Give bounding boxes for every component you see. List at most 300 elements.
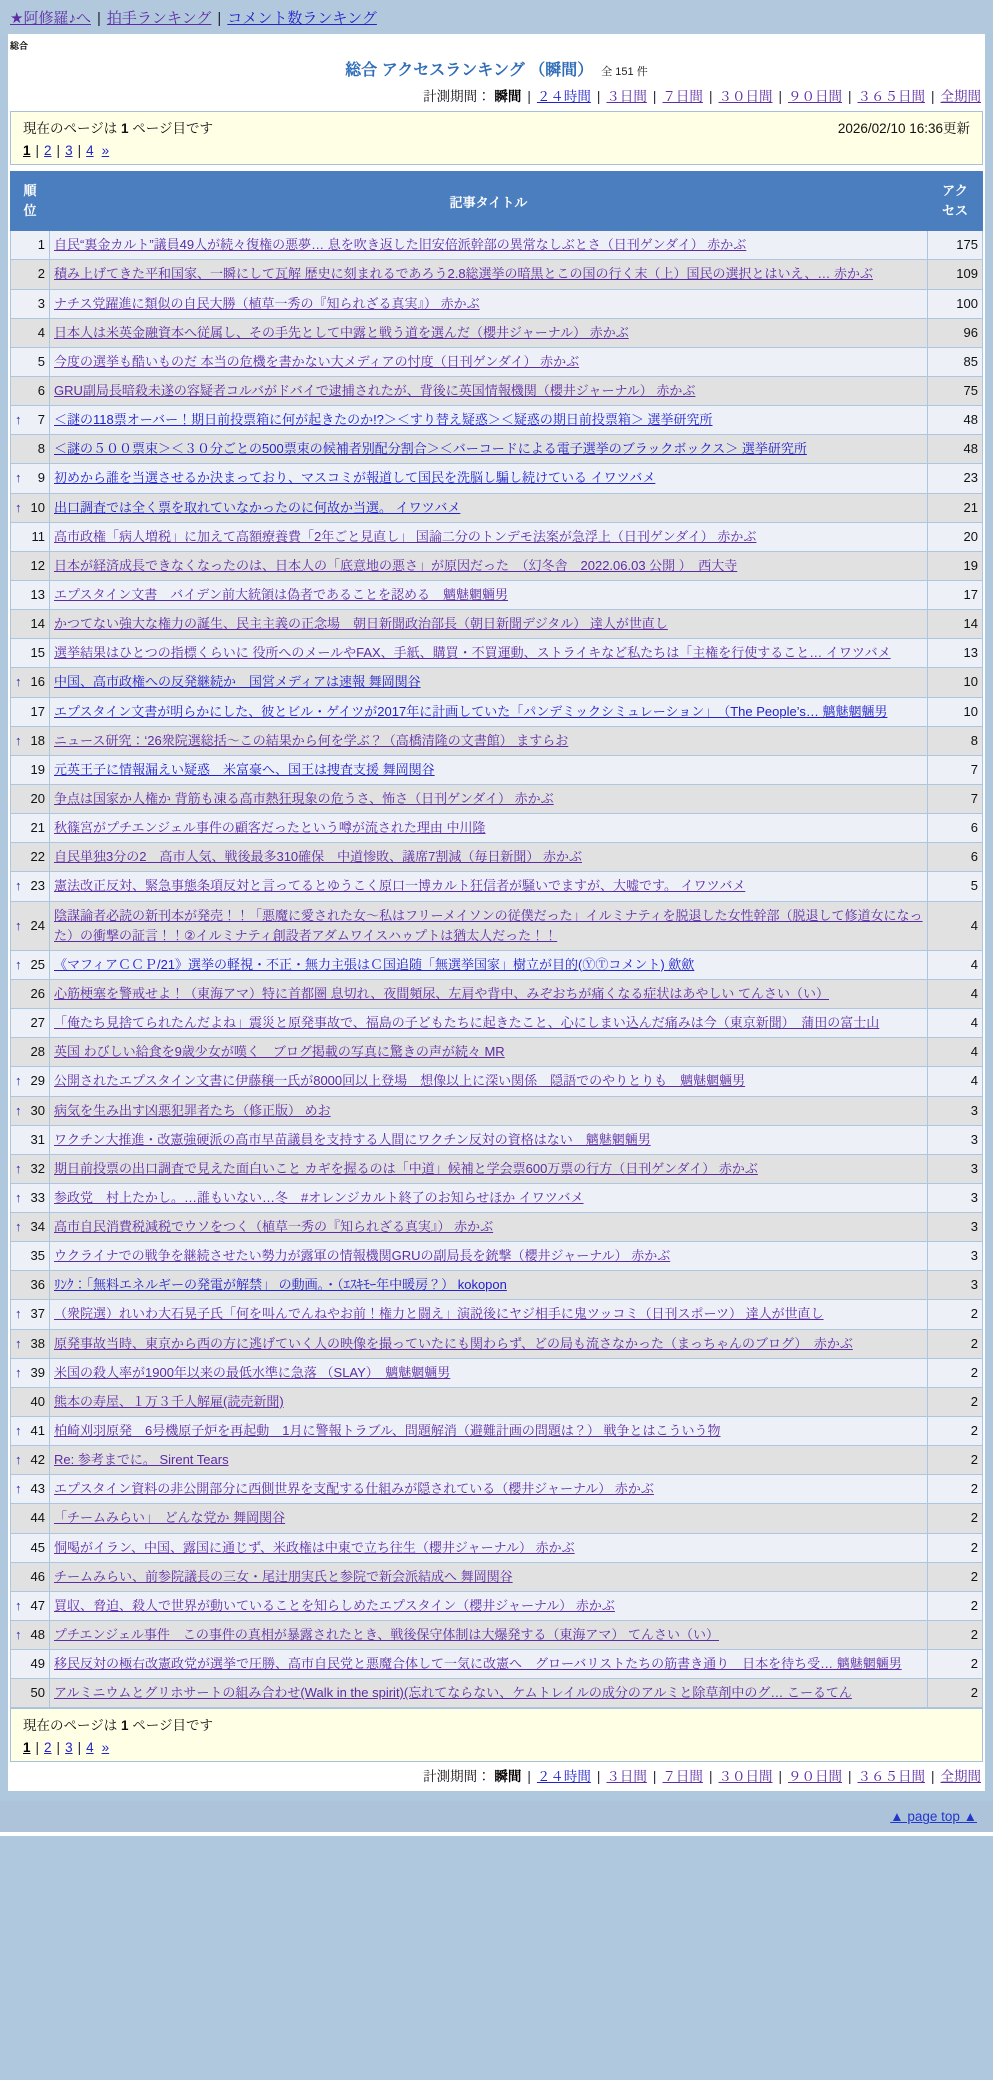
rank-number: 2 bbox=[37, 266, 45, 282]
rank-number: 28 bbox=[30, 1044, 45, 1060]
article-link[interactable]: 柏崎刈羽原発 6号機原子炉を再起動 1月に警報トラブル、問題解消（避難計画の問題は？） 戦争とはこういう物 bbox=[54, 1423, 721, 1439]
pagination-page-link[interactable]: 4 bbox=[86, 143, 94, 158]
rank-cell bbox=[11, 347, 50, 376]
article-link[interactable]: プチエンジェル事件 この事件の真相が暴露されたとき、戦後保守体制は大爆発する（東海アマ） てんさい（い） bbox=[54, 1627, 719, 1643]
rank-cell bbox=[11, 551, 50, 580]
article-link[interactable]: 「チームみらい」 どんな党か 舞岡関谷 bbox=[54, 1510, 286, 1526]
access-count: 4 bbox=[928, 901, 983, 950]
rank-cell bbox=[11, 1504, 50, 1533]
title-cell bbox=[50, 814, 928, 843]
article-link[interactable]: 秋篠宮がプチエンジェル事件の顧客だったという噂が流された理由 中川隆 bbox=[54, 820, 486, 836]
article-link[interactable]: 「俺たち見捨てられたんだよね」震災と原発事故で、福島の子どもたちに起きたこと、心にしまい込んだ痛みは今（東京新聞） 蒲田の富士山 bbox=[54, 1015, 880, 1031]
table-row bbox=[11, 464, 983, 493]
rank-cell bbox=[11, 901, 50, 950]
table-row bbox=[11, 1009, 983, 1038]
rank-cell bbox=[11, 610, 50, 639]
article-link[interactable]: 自民“裏金カルト”議員49人が続々復権の悪夢… 息を吹き返した旧安倍派幹部の異常なしぶとさ（日刊ゲンダイ） 赤かぶ bbox=[54, 237, 747, 253]
period-separator: | bbox=[708, 89, 713, 104]
article-link[interactable]: エプスタイン資料の非公開部分に西側世界を支配する仕組みが隠されている（櫻井ジャーナル） 赤かぶ bbox=[54, 1481, 654, 1497]
pagination-separator: | bbox=[56, 1740, 61, 1756]
pagination-page-link[interactable]: 2 bbox=[44, 143, 52, 158]
pagination-next-link[interactable]: » bbox=[101, 1740, 110, 1756]
rank-cell bbox=[11, 1242, 50, 1271]
pagination-separator: | bbox=[35, 143, 40, 158]
article-link[interactable]: エプスタイン文書 バイデン前大統領は偽者であることを認める 魑魅魍魎男 bbox=[54, 586, 508, 602]
rank-cell bbox=[11, 522, 50, 551]
pagination-separator: | bbox=[77, 143, 82, 158]
article-link[interactable]: 日本が経済成長できなくなったのは、日本人の「底意地の悪さ」が原因だった （幻冬舎 2022.06.03 公開 ） 西大寺 bbox=[54, 557, 738, 573]
rank-number: 24 bbox=[30, 917, 45, 933]
rank-cell bbox=[11, 697, 50, 726]
table-row bbox=[11, 1154, 983, 1183]
title-cell bbox=[50, 347, 928, 376]
period-option-link[interactable]: ３日間 bbox=[606, 89, 647, 104]
nav-link-comment-ranking[interactable]: コメント数ランキング bbox=[227, 10, 377, 27]
rank-cell bbox=[11, 1621, 50, 1650]
rank-number: 3 bbox=[37, 295, 45, 311]
access-count: 20 bbox=[928, 522, 983, 551]
period-option-link[interactable]: ２４時間 bbox=[536, 89, 591, 104]
up-arrow-icon: ↑ bbox=[15, 917, 22, 933]
up-arrow-icon: ↑ bbox=[15, 1189, 22, 1205]
access-count: 2 bbox=[928, 1650, 983, 1679]
pagination-next-link[interactable]: » bbox=[101, 143, 110, 158]
rank-cell bbox=[11, 1387, 50, 1416]
rank-number: 10 bbox=[30, 499, 45, 515]
rank-number: 30 bbox=[30, 1102, 45, 1118]
top-nav bbox=[0, 0, 993, 34]
title-cell bbox=[50, 950, 928, 979]
nav-link-clap-ranking[interactable]: 拍手ランキング bbox=[106, 10, 212, 27]
table-row bbox=[11, 231, 983, 260]
up-arrow-icon: ↑ bbox=[15, 1102, 22, 1118]
rank-cell bbox=[11, 1300, 50, 1329]
title-cell bbox=[50, 1300, 928, 1329]
access-count: 3 bbox=[928, 1183, 983, 1212]
period-separator: | bbox=[708, 1769, 713, 1785]
access-count: 4 bbox=[928, 1038, 983, 1067]
article-link[interactable]: ウクライナでの戦争を継続させたい勢力が露軍の情報機関GRUの副局長を銃撃（櫻井ジャーナル） 赤かぶ bbox=[54, 1248, 671, 1264]
title-cell bbox=[50, 872, 928, 901]
up-arrow-icon: ↑ bbox=[15, 470, 22, 486]
table-row bbox=[11, 1242, 983, 1271]
table-row bbox=[11, 1591, 983, 1620]
access-count: 23 bbox=[928, 464, 983, 493]
rank-number: 12 bbox=[30, 557, 45, 573]
title-cell bbox=[50, 551, 928, 580]
rank-number: 46 bbox=[30, 1568, 45, 1584]
access-count: 6 bbox=[928, 814, 983, 843]
rank-number: 47 bbox=[30, 1597, 45, 1613]
pagination-page-link[interactable]: 3 bbox=[65, 1740, 73, 1756]
table-row bbox=[11, 1417, 983, 1446]
title-cell bbox=[50, 376, 928, 405]
article-link[interactable]: 米国の殺人率が1900年以来の最低水準に急落 （SLAY） 魑魅魍魎男 bbox=[54, 1364, 451, 1380]
period-separator: | bbox=[596, 1769, 601, 1785]
title-cell bbox=[50, 901, 928, 950]
article-link[interactable]: 日本人は米英金融資本へ従属し、その手先として中露と戦う道を選んだ（櫻井ジャーナル） 赤かぶ bbox=[54, 324, 629, 340]
rank-number: 8 bbox=[37, 441, 45, 457]
access-count: 7 bbox=[928, 755, 983, 784]
title-cell bbox=[50, 979, 928, 1008]
table-row bbox=[11, 843, 983, 872]
period-option-link[interactable]: ３０日間 bbox=[718, 1769, 773, 1785]
article-link[interactable]: GRU副局長暗殺未遂の容疑者コルバがドバイで逮捕されたが、背後に英国情報機関（櫻井ジャーナル） 赤かぶ bbox=[54, 382, 696, 398]
pagination-separator: | bbox=[77, 1740, 82, 1756]
article-link[interactable]: 買収、脅迫、殺人で世界が動いていることを知らしめたエプスタイン（櫻井ジャーナル） 赤かぶ bbox=[54, 1597, 615, 1613]
article-link[interactable]: アルミニウムとグリホサートの組み合わせ(Walk in the spirit)(忘れてならない、ケムトレイルの成分のアルミと除草剤中のグ… こーるてん bbox=[54, 1685, 852, 1701]
rank-number: 14 bbox=[30, 616, 45, 632]
period-option-link[interactable]: ３６５日間 bbox=[857, 1769, 925, 1785]
table-row bbox=[11, 580, 983, 609]
table-row bbox=[11, 1504, 983, 1533]
page-status-text: 現在のページは 1 ページ目です bbox=[23, 121, 214, 136]
article-link[interactable]: 憲法改正反対、緊急事態条項反対と言ってるとゆうこく原口一博カルト狂信者が騒いでますが、大嘘です。 イワツバメ bbox=[54, 878, 746, 894]
up-arrow-icon: ↑ bbox=[15, 1073, 22, 1089]
access-count: 3 bbox=[928, 1125, 983, 1154]
rank-cell bbox=[11, 1591, 50, 1620]
access-count: 2 bbox=[928, 1475, 983, 1504]
period-label: 計測期間： bbox=[423, 89, 495, 104]
up-arrow-icon: ↑ bbox=[15, 1364, 22, 1380]
access-count: 7 bbox=[928, 784, 983, 813]
article-link[interactable]: 病気を生み出す凶悪犯罪者たち（修正版） めお bbox=[54, 1102, 331, 1118]
rank-cell bbox=[11, 843, 50, 872]
nav-separator: | bbox=[96, 10, 101, 27]
rank-number: 18 bbox=[30, 732, 45, 748]
article-link[interactable]: 期日前投票の出口調査で見えた面白いこと カギを握るのは「中道」候補と学会票600万票の行方（日刊ゲンダイ） 赤かぶ bbox=[54, 1160, 758, 1176]
table-row bbox=[11, 522, 983, 551]
title-cell bbox=[50, 1242, 928, 1271]
updated-timestamp: 2026/02/10 16:36更新 bbox=[837, 121, 970, 136]
article-link[interactable]: （衆院選）れいわ大石晃子氏「何を叫んでんねやお前！権力と闘え」演説後にヤジ相手に鬼ツッコミ（日刊スポーツ） 達人が世直し bbox=[54, 1306, 824, 1322]
period-option-link[interactable]: ３日間 bbox=[606, 1769, 647, 1785]
pagination-current-page: 1 bbox=[23, 143, 31, 158]
period-option-link[interactable]: ３０日間 bbox=[718, 89, 773, 104]
table-row bbox=[11, 1271, 983, 1300]
table-row bbox=[11, 950, 983, 979]
access-count: 2 bbox=[928, 1446, 983, 1475]
nav-link-home[interactable]: ★阿修羅♪へ bbox=[10, 10, 91, 27]
access-count: 14 bbox=[928, 610, 983, 639]
rank-number: 38 bbox=[30, 1335, 45, 1351]
pagination-bottom bbox=[23, 1734, 970, 1755]
up-arrow-icon: ↑ bbox=[15, 1160, 22, 1176]
access-count: 3 bbox=[928, 1213, 983, 1242]
rank-number: 48 bbox=[30, 1627, 45, 1643]
title-cell bbox=[50, 1154, 928, 1183]
pagination-page-link[interactable]: 4 bbox=[86, 1740, 94, 1756]
title-cell bbox=[50, 1183, 928, 1212]
up-arrow-icon: ↑ bbox=[15, 674, 22, 690]
table-row bbox=[11, 435, 983, 464]
title-cell bbox=[50, 318, 928, 347]
ranking-table-body bbox=[11, 231, 983, 1708]
title-cell bbox=[50, 289, 928, 318]
article-link[interactable]: 積み上げてきた平和国家、一瞬にして瓦解 歴史に刻まれるであろう2.8総選挙の暗黒とこの国の行く末（上）国民の選択とはいえ、… 赤かぶ bbox=[54, 266, 873, 282]
pagination-page-link[interactable]: 3 bbox=[65, 143, 73, 158]
rank-number: 34 bbox=[30, 1219, 45, 1235]
article-link[interactable]: 原発事故当時、東京から西の方に逃げていく人の映像を撮っていたにも関わらず、どの局も流さなかった（まっちゃんのブログ） 赤かぶ bbox=[54, 1335, 853, 1351]
article-link[interactable]: 選挙結果はひとつの指標くらいに 役所へのメールやFAX、手紙、購買・不買運動、ストライキなど私たちは「主権を行使すること… イワツバメ bbox=[54, 645, 891, 661]
rank-cell bbox=[11, 1271, 50, 1300]
article-link[interactable]: 心筋梗塞を警戒せよ！（東海アマ）特に首都圏 息切れ、夜間頻尿、左肩や背中、みぞおちが痛くなる症状はあやしい てんさい（い） bbox=[54, 985, 830, 1001]
article-link[interactable]: 英国 わびしい給食を9歳少女が嘆く ブログ掲載の写真に驚きの声が続々 MR bbox=[54, 1044, 505, 1060]
access-count: 85 bbox=[928, 347, 983, 376]
up-arrow-icon: ↑ bbox=[15, 1627, 22, 1643]
bottom-strip bbox=[0, 1832, 993, 1836]
title-cell bbox=[50, 1475, 928, 1504]
rank-cell bbox=[11, 1475, 50, 1504]
page-top-link[interactable]: ▲ page top ▲ bbox=[890, 1809, 977, 1825]
article-link[interactable]: 初めから誰を当選させるか決まっており、マスコミが報道して国民を洗脳し騙し続けている イワツバメ bbox=[54, 470, 656, 486]
rank-number: 32 bbox=[30, 1160, 45, 1176]
rank-number: 9 bbox=[37, 470, 45, 486]
period-option-link[interactable]: 全期間 bbox=[940, 89, 981, 104]
table-row bbox=[11, 610, 983, 639]
rank-number: 43 bbox=[30, 1481, 45, 1497]
rank-cell bbox=[11, 1154, 50, 1183]
article-link[interactable]: 今度の選挙も酷いものだ 本当の危機を書かない大メディアの忖度（日刊ゲンダイ） 赤かぶ bbox=[54, 353, 580, 369]
title-cell bbox=[50, 1650, 928, 1679]
period-separator: | bbox=[930, 89, 935, 104]
table-row bbox=[11, 1621, 983, 1650]
period-option-link[interactable]: ２４時間 bbox=[536, 1769, 591, 1785]
table-row bbox=[11, 872, 983, 901]
article-link[interactable]: ナチス党躍進に類似の自民大勝（植草一秀の『知られざる真実』） 赤かぶ bbox=[54, 295, 480, 311]
up-arrow-icon: ↑ bbox=[15, 956, 22, 972]
rank-cell bbox=[11, 1183, 50, 1212]
rank-number: 17 bbox=[30, 703, 45, 719]
period-option-link[interactable]: ３６５日間 bbox=[857, 89, 925, 104]
article-link[interactable]: 争点は国家か人権か 背筋も凍る高市熱狂現象の危うさ、怖さ（日刊ゲンダイ） 赤かぶ bbox=[54, 790, 554, 806]
period-separator: | bbox=[847, 1769, 852, 1785]
rank-cell bbox=[11, 318, 50, 347]
title-cell bbox=[50, 231, 928, 260]
period-label: 計測期間： bbox=[423, 1769, 495, 1785]
period-option-link[interactable]: ９０日間 bbox=[787, 1769, 842, 1785]
title-cell bbox=[50, 1562, 928, 1591]
period-current: 瞬間 bbox=[494, 1769, 522, 1785]
page-status-text: 現在のページは 1 ページ目です bbox=[23, 1718, 214, 1734]
table-row bbox=[11, 726, 983, 755]
rank-number: 35 bbox=[30, 1248, 45, 1264]
access-count: 2 bbox=[928, 1300, 983, 1329]
title-cell bbox=[50, 580, 928, 609]
up-arrow-icon: ↑ bbox=[15, 1423, 22, 1439]
article-link[interactable]: ニュース研究：‘26衆院選総括～この結果から何を学ぶ？（高橋清隆の文書館） ますらお bbox=[54, 732, 569, 748]
main-content bbox=[8, 34, 985, 1791]
rank-number: 42 bbox=[30, 1452, 45, 1468]
rank-number: 6 bbox=[37, 382, 45, 398]
article-link[interactable]: 公開されたエプスタイン文書に伊藤穣一氏が8000回以上登場 想像以上に深い関係 隠語でのやりとりも 魑魅魍魎男 bbox=[54, 1073, 746, 1089]
article-link[interactable]: 参政党 村上たかし。…誰もいない…冬 #オレンジカルト終了のお知らせほか イワツバメ bbox=[54, 1189, 584, 1205]
access-count: 3 bbox=[928, 1154, 983, 1183]
up-arrow-icon: ↑ bbox=[15, 878, 22, 894]
rank-number: 22 bbox=[30, 849, 45, 865]
rank-cell bbox=[11, 464, 50, 493]
article-link[interactable]: 移民反対の極右改憲政党が選挙で圧勝、高市自民党と悪魔合体して一気に改憲へ グローバリストたちの筋書き通り 日本を待ち受… 魑魅魍魎男 bbox=[54, 1656, 902, 1672]
rank-number: 15 bbox=[30, 645, 45, 661]
article-link[interactable]: 陰謀論者必読の新刊本が発売！！「悪魔に愛された女～私はフリーメイソンの従僕だった」イルミナティを脱退した女性幹部（脱退して修道女になった）の衝撃の証言！！②イルミナティ創設者アダムワイスハゥプトは猶太人だった！！ bbox=[54, 907, 923, 943]
article-link[interactable]: 恫喝がイラン、中国、露国に通じず、米政権は中東で立ち往生（櫻井ジャーナル） 赤かぶ bbox=[54, 1539, 575, 1555]
up-arrow-icon: ↑ bbox=[15, 499, 22, 515]
title-cell bbox=[50, 1329, 928, 1358]
article-link[interactable]: 元英王子に情報漏えい疑惑 米富豪へ、国王は捜査支援 舞岡関谷 bbox=[54, 761, 435, 777]
period-option-link[interactable]: ７日間 bbox=[662, 89, 703, 104]
table-row bbox=[11, 1679, 983, 1708]
rank-cell bbox=[11, 580, 50, 609]
pagination-separator: | bbox=[35, 1740, 40, 1756]
article-link[interactable]: ﾘﾝｸ：「無料エネルギーの発電が解禁」 の動画。・（ｴｽｷﾓｰ年中暖房？） kokopon bbox=[54, 1277, 507, 1293]
access-count: 19 bbox=[928, 551, 983, 580]
page-title-row bbox=[8, 54, 985, 82]
rank-number: 1 bbox=[37, 237, 45, 253]
title-cell bbox=[50, 784, 928, 813]
title-cell bbox=[50, 1038, 928, 1067]
table-row bbox=[11, 1125, 983, 1154]
title-cell bbox=[50, 1271, 928, 1300]
nav-separator: | bbox=[217, 10, 222, 27]
access-count: 3 bbox=[928, 1242, 983, 1271]
rank-cell bbox=[11, 1446, 50, 1475]
access-count: 96 bbox=[928, 318, 983, 347]
table-row bbox=[11, 1358, 983, 1387]
table-row bbox=[11, 318, 983, 347]
period-option-link[interactable]: ７日間 bbox=[662, 1769, 703, 1785]
up-arrow-icon: ↑ bbox=[15, 1597, 22, 1613]
access-count: 2 bbox=[928, 1621, 983, 1650]
period-option-link[interactable]: 全期間 bbox=[940, 1769, 981, 1785]
rank-cell bbox=[11, 1213, 50, 1242]
table-row bbox=[11, 1533, 983, 1562]
rank-number: 25 bbox=[30, 956, 45, 972]
rank-cell bbox=[11, 1329, 50, 1358]
title-cell bbox=[50, 1591, 928, 1620]
up-arrow-icon: ↑ bbox=[15, 1219, 22, 1235]
article-link[interactable]: 熊本の寿屋、１万３千人解雇(読売新聞) bbox=[54, 1393, 284, 1409]
rank-number: 7 bbox=[37, 412, 45, 428]
table-row bbox=[11, 668, 983, 697]
table-row bbox=[11, 406, 983, 435]
pagination-separator: | bbox=[56, 143, 61, 158]
table-row bbox=[11, 1329, 983, 1358]
access-count: 2 bbox=[928, 1679, 983, 1708]
period-separator: | bbox=[778, 1769, 782, 1785]
title-cell bbox=[50, 726, 928, 755]
rank-number: 45 bbox=[30, 1539, 45, 1555]
article-link[interactable]: ワクチン大推進・改憲強硬派の高市早苗議員を支持する人間にワクチン反対の資格はない 魑魅魍魎男 bbox=[54, 1131, 651, 1147]
article-link[interactable]: 中国、高市政権への反発継続か 国営メディアは速報 舞岡関谷 bbox=[54, 674, 421, 690]
up-arrow-icon: ↑ bbox=[15, 732, 22, 748]
article-link[interactable]: エプスタイン文書が明らかにした、彼とビル・ゲイツが2017年に計画していた「パンデミックシミュレーション」 （The People’s… 魑魅魍魎男 bbox=[54, 703, 888, 719]
article-link[interactable]: チームみらい、前参院議長の三女・尾辻朋実氏と参院で新会派結成へ 舞岡関谷 bbox=[54, 1568, 513, 1584]
article-link[interactable]: ＜謎の５００票束＞＜３０分ごとの500票束の候補者別配分割合＞＜バーコードによる電子選挙のブラックボックス＞ 選挙研究所 bbox=[54, 441, 807, 457]
up-arrow-icon: ↑ bbox=[15, 1335, 22, 1351]
rank-cell bbox=[11, 289, 50, 318]
article-link[interactable]: ＜謎の118票オーバー！期日前投票箱に何が起きたのか!?＞＜すり替え疑惑＞＜疑惑の期日前投票箱＞ 選挙研究所 bbox=[54, 412, 713, 428]
access-count: 4 bbox=[928, 1009, 983, 1038]
pagination-page-link[interactable]: 2 bbox=[44, 1740, 52, 1756]
table-row bbox=[11, 1650, 983, 1679]
title-cell bbox=[50, 493, 928, 522]
rank-cell bbox=[11, 1067, 50, 1096]
rank-cell bbox=[11, 1038, 50, 1067]
access-count: 100 bbox=[928, 289, 983, 318]
table-row bbox=[11, 1562, 983, 1591]
rank-number: 36 bbox=[30, 1277, 45, 1293]
title-cell bbox=[50, 1067, 928, 1096]
article-link[interactable]: 《マフィアＣＣＰ/21》選挙の軽視・不正・無力主張はＣ国追随「無選挙国家」樹立が目的(ⓎⓉコメント) 歛歛 bbox=[54, 956, 695, 972]
access-count: 4 bbox=[928, 979, 983, 1008]
title-cell bbox=[50, 1679, 928, 1708]
rank-number: 41 bbox=[30, 1423, 45, 1439]
article-link[interactable]: Re: 参考までに。 Sirent Tears bbox=[54, 1452, 229, 1468]
rank-cell bbox=[11, 814, 50, 843]
rank-number: 50 bbox=[30, 1685, 45, 1701]
table-row bbox=[11, 1213, 983, 1242]
category-label: 総合 bbox=[10, 41, 29, 51]
page-top-bar bbox=[0, 1801, 993, 1832]
title-cell bbox=[50, 843, 928, 872]
title-cell bbox=[50, 1125, 928, 1154]
table-row bbox=[11, 289, 983, 318]
rank-number: 33 bbox=[30, 1189, 45, 1205]
pagination-current-page: 1 bbox=[23, 1740, 31, 1756]
article-link[interactable]: かつてない強大な権力の誕生、民主主義の正念場 朝日新聞政治部長（朝日新聞デジタル） 達人が世直し bbox=[54, 616, 668, 632]
period-option-link[interactable]: ９０日間 bbox=[787, 89, 842, 104]
access-count: 2 bbox=[928, 1562, 983, 1591]
table-header-row bbox=[11, 172, 983, 231]
rank-cell bbox=[11, 260, 50, 289]
article-link[interactable]: 高市政権「病人増税」に加えて高額療養費「2年ごと見直し」 国論二分のトンデモ法案が急浮上（日刊ゲンダイ） 赤かぶ bbox=[54, 528, 757, 544]
pagination-top bbox=[23, 137, 970, 158]
access-count: 4 bbox=[928, 950, 983, 979]
rank-number: 23 bbox=[30, 878, 45, 894]
rank-number: 40 bbox=[30, 1393, 45, 1409]
rank-cell bbox=[11, 231, 50, 260]
rank-cell bbox=[11, 406, 50, 435]
rank-number: 31 bbox=[30, 1131, 45, 1147]
period-bar-top bbox=[8, 82, 985, 111]
title-cell bbox=[50, 1446, 928, 1475]
access-count: 3 bbox=[928, 1271, 983, 1300]
rank-cell bbox=[11, 1562, 50, 1591]
col-header-rank: 順位 bbox=[11, 172, 50, 231]
page-status-box-top bbox=[10, 111, 983, 165]
up-arrow-icon: ↑ bbox=[15, 1452, 22, 1468]
period-separator: | bbox=[596, 89, 601, 104]
access-count: 2 bbox=[928, 1358, 983, 1387]
rank-number: 11 bbox=[31, 528, 45, 544]
table-row bbox=[11, 1038, 983, 1067]
rank-number: 26 bbox=[30, 985, 45, 1001]
title-cell bbox=[50, 610, 928, 639]
table-row bbox=[11, 347, 983, 376]
period-separator: | bbox=[527, 1769, 531, 1785]
period-separator: | bbox=[778, 89, 782, 104]
article-link[interactable]: 高市自民消費税減税でウソをつく（植草一秀の『知られざる真実』） 赤かぶ bbox=[54, 1219, 494, 1235]
article-link[interactable]: 出口調査では全く票を取れていなかったのに何故か当選。 イワツバメ bbox=[54, 499, 461, 515]
up-arrow-icon: ↑ bbox=[15, 412, 22, 428]
rank-number: 29 bbox=[30, 1073, 45, 1089]
rank-cell bbox=[11, 1125, 50, 1154]
rank-cell bbox=[11, 1650, 50, 1679]
article-link[interactable]: 自民単独3分の2 高市人気、戦後最多310確保 中道惨敗、議席7割減（毎日新聞） 赤かぶ bbox=[54, 849, 582, 865]
access-count: 2 bbox=[928, 1387, 983, 1416]
rank-number: 5 bbox=[37, 353, 45, 369]
table-row bbox=[11, 901, 983, 950]
